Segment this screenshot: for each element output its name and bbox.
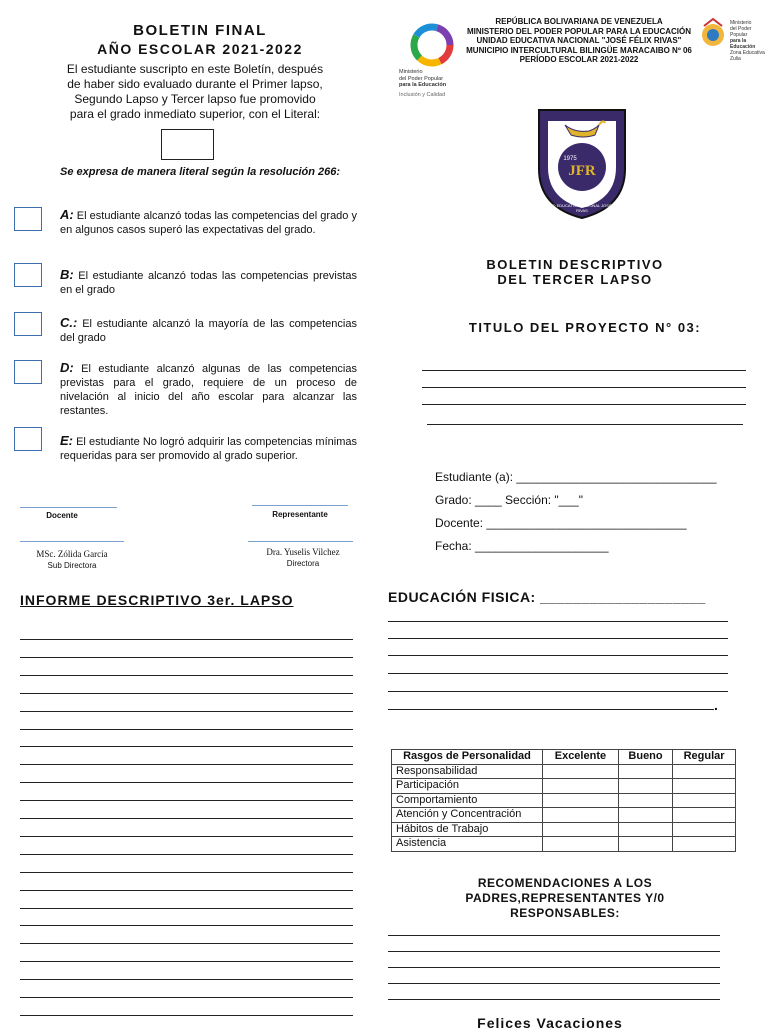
school-crest xyxy=(535,107,629,221)
informe-line[interactable] xyxy=(20,1015,353,1016)
crest-ring-text: UNIDAD EDUCATIVA NACIONAL JOSÉ FÉLIX RIVAS xyxy=(540,203,624,213)
directora-name: Dra. Yuselis Vilchez xyxy=(266,547,340,557)
table-row: Hábitos de Trabajo xyxy=(392,822,736,837)
signature-line-subdirectora xyxy=(20,541,124,542)
subdirectora-name: MSc. Zólida García xyxy=(36,549,108,559)
signature-line-representante xyxy=(252,505,348,506)
edfis-line-2[interactable] xyxy=(388,638,728,639)
crest-monogram: JFR xyxy=(568,163,596,179)
informe-line[interactable] xyxy=(20,639,353,640)
subdirectora-role: Sub Directora xyxy=(47,561,97,570)
criterion-d: D: El estudiante alcanzó algunas de las competencias previstas para el grado, requiere de un proceso de nivelación al inicio del año escolar para alcanzar las restantes. xyxy=(60,360,357,417)
criterion-c: C.: El estudiante alcanzó la mayoría de las competencias del grado xyxy=(60,315,357,344)
zona-educativa-logo-mark xyxy=(700,16,726,54)
informe-line[interactable] xyxy=(20,657,353,658)
informe-line[interactable] xyxy=(20,943,353,944)
grado-seccion-field[interactable]: Grado: ____ Sección: "___" xyxy=(435,493,583,507)
titulo-proyecto: TITULO DEL PROYECTO N° 03: xyxy=(468,320,702,335)
checkbox-a[interactable] xyxy=(14,207,42,231)
informe-line[interactable] xyxy=(20,979,353,980)
criterion-a: A: El estudiante alcanzó todas las competencias del grado y en algunos casos superó las expectativas del grado. xyxy=(60,207,357,236)
criterion-b: B: El estudiante alcanzó todas las competencias previstas en el grado xyxy=(60,267,358,296)
boletin-final-title: BOLETIN FINAL xyxy=(133,22,267,39)
signature-label-docente: Docente xyxy=(46,511,78,520)
anio-escolar-subtitle: AÑO ESCOLAR 2021-2022 xyxy=(97,41,303,57)
recomendaciones-line-4[interactable] xyxy=(388,983,720,984)
personality-traits-table xyxy=(391,749,736,852)
edfis-line-3[interactable] xyxy=(388,655,728,656)
boletin-descriptivo-title: BOLETIN DESCRIPTIVO DEL TERCER LAPSO xyxy=(486,257,664,287)
signature-line-directora xyxy=(248,541,353,542)
recomendaciones-line-5[interactable] xyxy=(388,999,720,1000)
estudiante-field[interactable]: Estudiante (a): ______________________________ xyxy=(435,470,717,484)
ministerio-logo-mark xyxy=(408,21,456,69)
informe-line[interactable] xyxy=(20,675,353,676)
edfis-line-1[interactable] xyxy=(388,621,728,622)
informe-line[interactable] xyxy=(20,961,353,962)
institution-header: REPÚBLICA BOLIVARIANA DE VENEZUELA MINISTERIO DEL PODER POPULAR PARA LA EDUCACIÓN UNIDAD EDUCATIVA NACIONAL "JOSÉ FÉLIX RIVAS" MUNICIPIO INTERCULTURAL BILINGÜE MARACAIBO Nº 06 PERÍODO ESCOLAR 2021-2022 xyxy=(466,17,692,64)
table-row: Atención y Concentración xyxy=(392,808,736,823)
fecha-field[interactable]: Fecha: ____________________ xyxy=(435,539,609,553)
educacion-fisica-title: EDUCACIÓN FISICA: ____________________ xyxy=(388,589,706,605)
checkbox-c[interactable] xyxy=(14,312,42,336)
proyecto-line-1[interactable] xyxy=(422,370,746,371)
table-row: Responsabilidad xyxy=(392,764,736,779)
zona-educativa-logo xyxy=(700,16,726,54)
recomendaciones-line-2[interactable] xyxy=(388,951,720,952)
signature-line-docente xyxy=(20,507,117,508)
informe-line[interactable] xyxy=(20,872,353,873)
checkbox-b[interactable] xyxy=(14,263,42,287)
informe-line[interactable] xyxy=(20,729,353,730)
informe-line[interactable] xyxy=(20,836,353,837)
informe-line[interactable] xyxy=(20,782,353,783)
informe-descriptivo-title: INFORME DESCRIPTIVO 3er. LAPSO xyxy=(20,592,294,608)
informe-line[interactable] xyxy=(20,711,353,712)
recomendaciones-title: RECOMENDACIONES A LOS PADRES,REPRESENTANTES Y/0 RESPONSABLES: xyxy=(465,876,665,920)
ministerio-logo-text: Ministerio del Poder Popular para la Educación Inclusión y Calidad xyxy=(399,69,447,98)
informe-line[interactable] xyxy=(20,746,353,747)
literal-box[interactable] xyxy=(161,129,214,160)
checkbox-d[interactable] xyxy=(14,360,42,384)
informe-line[interactable] xyxy=(20,854,353,855)
informe-line[interactable] xyxy=(20,764,353,765)
docente-field[interactable]: Docente: ______________________________ xyxy=(435,516,687,530)
informe-line[interactable] xyxy=(20,890,353,891)
edfis-line-4[interactable] xyxy=(388,673,728,674)
recomendaciones-line-3[interactable] xyxy=(388,967,720,968)
table-row: Asistencia xyxy=(392,837,736,852)
informe-line[interactable] xyxy=(20,997,353,998)
edfis-line-5[interactable] xyxy=(388,691,728,692)
informe-line[interactable] xyxy=(20,908,353,909)
edfis-line-6[interactable] xyxy=(388,709,714,710)
informe-line[interactable] xyxy=(20,800,353,801)
criterion-e: E: El estudiante No logró adquirir las competencias mínimas requeridas para ser promovido al grado superior. xyxy=(60,433,357,462)
edfis-period: . xyxy=(714,697,718,713)
informe-line[interactable] xyxy=(20,693,353,694)
ministerio-logo xyxy=(408,21,456,69)
proyecto-line-3[interactable] xyxy=(422,404,746,405)
zona-educativa-logo-text: Ministerio del Poder Popular para la Educación Zona Educativa Zulia xyxy=(730,20,765,62)
proyecto-line-4[interactable] xyxy=(427,424,743,425)
table-row: Comportamiento xyxy=(392,793,736,808)
resolution-note: Se expresa de manera literal según la resolución 266: xyxy=(60,166,341,178)
table-header-excelente: Excelente xyxy=(543,750,619,765)
proyecto-line-2[interactable] xyxy=(422,387,746,388)
table-header-bueno: Bueno xyxy=(618,750,672,765)
directora-role: Directora xyxy=(286,559,320,568)
informe-line[interactable] xyxy=(20,925,353,926)
recomendaciones-line-1[interactable] xyxy=(388,935,720,936)
table-header-rasgos: Rasgos de Personalidad xyxy=(392,750,543,765)
table-header-row xyxy=(392,750,736,765)
table-row: Participación xyxy=(392,779,736,794)
signature-label-representante: Representante xyxy=(272,510,328,519)
crest-year: 1975 xyxy=(563,156,577,162)
table-header-regular: Regular xyxy=(673,750,736,765)
felices-vacaciones: Felices Vacaciones xyxy=(477,1015,623,1031)
intro-paragraph: El estudiante suscripto en este Boletín, después de haber sido evaluado durante el Primer lapso, Segundo Lapso y Tercer lapso fue promovido para el grado inmediato superior, con el Literal: xyxy=(66,62,324,121)
informe-line[interactable] xyxy=(20,818,353,819)
checkbox-e[interactable] xyxy=(14,427,42,451)
